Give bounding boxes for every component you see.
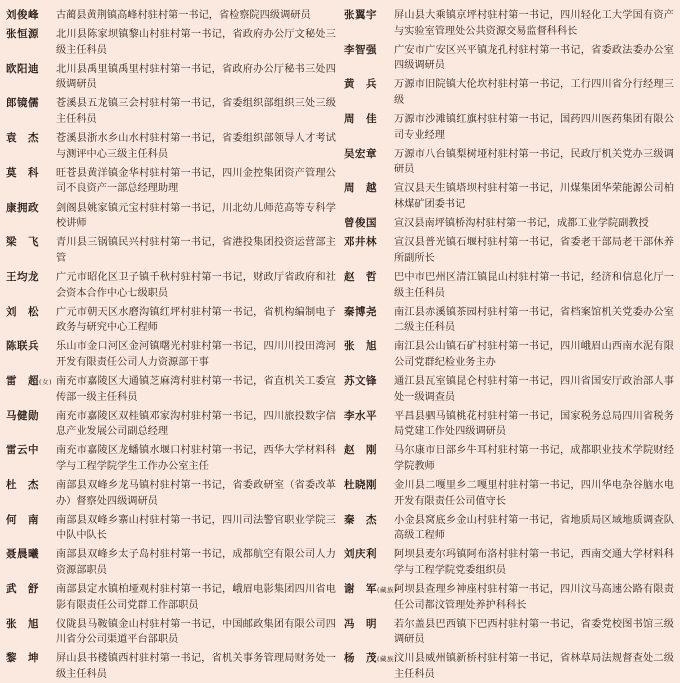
list-item [6, 513, 336, 544]
person-name-text: 冯 明 [344, 617, 377, 630]
person-name [6, 27, 56, 58]
list-item [6, 235, 336, 266]
person-name [344, 235, 394, 266]
person-position: 广安市广安区兴平镇龙孔村驻村第一书记，省委政法委办公室四级调研员 [394, 44, 674, 72]
person-name [6, 339, 56, 370]
person-name [6, 131, 56, 162]
person-name-text: 曾俊国 [344, 217, 377, 230]
person-name [344, 305, 394, 336]
person-name-text: 黄 兵 [344, 78, 377, 91]
person-name [6, 374, 56, 405]
person-name [344, 77, 394, 108]
list-item [6, 96, 336, 127]
list-item [6, 305, 336, 336]
ethnicity-note: (女) [39, 377, 53, 386]
person-position: 万源市旧院镇大伦坎村驻村第一书记，工行四川省分行经理三级 [394, 79, 674, 106]
person-name-text: 聂晨曦 [6, 548, 39, 561]
person-name-text: 张翼宇 [344, 9, 377, 21]
person-name-text: 雷云中 [6, 444, 39, 457]
person-position: 汶川县威州镇新桥村驻村第一书记，省林草局法规督查处二级主任科员 [394, 653, 674, 681]
list-item [6, 166, 336, 197]
person-name-text: 秦 杰 [344, 513, 377, 526]
person-name [344, 651, 398, 682]
person-name [6, 617, 56, 648]
person-name-text: 何 南 [6, 513, 39, 526]
person-name-text: 李智强 [344, 43, 377, 56]
person-position: 万源市沙滩镇红旗村驻村第一书记，国药四川医药集团有限公司专业经理 [394, 114, 674, 141]
person-position: 剑阁县姚家镇元宝村驻村第一书记，川北幼儿师范高等专科学校讲师 [56, 202, 336, 230]
list-item [6, 201, 336, 232]
person-name-text: 苏文锋 [344, 374, 377, 387]
person-name-text: 武 舒 [6, 583, 39, 596]
person-position: 南江县公山镇石矿村驻村第一书记，四川峨眉山西南水泥有限公司党群纪检业务主办 [394, 341, 674, 368]
person-position: 苍溪县浙水乡山水村驻村第一书记，省委组织部领导人才考试与测评中心三级主任科员 [56, 133, 336, 160]
list-item [344, 305, 674, 336]
person-name-text: 刘俊峰 [6, 9, 39, 21]
person-name [344, 43, 394, 74]
list-item [344, 409, 674, 440]
list-item [344, 582, 674, 613]
person-position: 金川县二嘎里乡二嘎里村驻村第一书记，四川华电杂谷脑水电开发有限责任公司值守长 [394, 480, 674, 507]
ethnicity-note: (藏族) [377, 586, 398, 595]
person-name-text: 吴宏章 [344, 147, 377, 160]
person-name [6, 651, 56, 682]
person-name [344, 547, 394, 578]
person-name-text: 梁 飞 [6, 236, 39, 249]
person-name-text: 刘庆利 [344, 548, 377, 561]
person-name [6, 513, 56, 544]
person-name-text: 刘 松 [6, 305, 39, 318]
person-name-text: 周 越 [344, 182, 377, 195]
person-name-text: 杨 茂 [344, 652, 377, 665]
person-name [6, 409, 56, 440]
person-position: 旺苍县黄洋镇金华村驻村第一书记，四川金控集团资产管理公司不良资产一部总经理助理 [56, 167, 336, 195]
person-name-text: 康拥政 [6, 201, 39, 214]
person-name-text: 邓井林 [344, 236, 377, 249]
person-position: 北川县禹里镇禹里村驻村第一书记，省政府办公厅秘书三处四级调研员 [56, 63, 336, 91]
person-name-text: 陈联兵 [6, 340, 39, 353]
person-name [6, 96, 56, 127]
list-item [6, 339, 336, 370]
person-position: 广元市朝天区水磨沟镇红坪村驻村第一书记，省机构编制电子政务与研究中心工程师 [56, 306, 336, 334]
person-position: 若尔盖县巴西镇下巴西村驻村第一书记，省委党校图书馆三级调研员 [394, 618, 674, 646]
list-item [6, 131, 336, 162]
person-name [6, 201, 56, 232]
person-position: 巴中市巴州区清江镇昆山村驻村第一书记，经济和信息化厅一级主任科员 [394, 271, 674, 299]
person-position: 马尔康市日部乡牛耳村驻村第一书记，成都职业技术学院财经学院教师 [394, 445, 674, 472]
list-item [344, 651, 674, 682]
list-item [344, 181, 674, 212]
person-position: 乐山市金口河区金河镇曙光村驻村第一书记，四川川投田湾河开发有限责任公司人力资源部干事 [56, 341, 336, 368]
list-item [344, 112, 674, 143]
person-position: 万源市八台镇梨树垭村驻村第一书记，民政厅机关党办三级调研员 [394, 148, 674, 176]
person-position: 古蔺县黄荆镇高峰村驻村第一书记，省检察院四级调研员 [56, 10, 311, 21]
person-name-text: 杜晓刚 [344, 479, 377, 492]
person-name-text: 马健勋 [6, 409, 39, 422]
person-position: 南江县赤溪镇茶园村驻村第一书记，省档案馆机关党委办公室二级主任科员 [394, 306, 674, 334]
person-name [344, 270, 394, 301]
list-item [344, 339, 674, 370]
list-item [6, 8, 336, 24]
list-item [6, 582, 336, 613]
person-position: 南充市嘉陵区大通镇芝麻湾村驻村第一书记，省直机关工委宣传部一级主任科员 [56, 375, 336, 403]
person-name [344, 181, 394, 212]
person-name-text: 雷 超 [6, 374, 39, 387]
person-position: 南部县定水镇柏垭观村驻村第一书记，峨眉电影集团四川省电影有限责任公司党群工作部职员 [56, 584, 336, 611]
list-item [344, 513, 674, 544]
person-position: 宣汉县天生镇塔坝村驻村第一书记，川煤集团华荣能源公司柏林煤矿团委书记 [394, 183, 674, 211]
person-position: 南充市嘉陵区双桂镇邓家沟村驻村第一书记，四川旅投数字信息产业发展公司副总经理 [56, 410, 336, 438]
left-column [6, 8, 336, 681]
person-name [6, 235, 56, 266]
person-name-text: 张 旭 [344, 340, 377, 353]
person-position: 屏山县书楼镇西村驻村第一书记，省机关事务管理局财务处一级主任科员 [56, 653, 336, 681]
list-item [6, 547, 336, 578]
person-name [344, 409, 394, 440]
person-name [6, 478, 56, 509]
person-name [344, 478, 394, 509]
person-position: 南部县双峰乡寨山村驻村第一书记，四川司法警官职业学院三中队中队长 [56, 514, 336, 542]
person-position: 仪陇县马鞍镇金山村驻村第一书记，中国邮政集团有限公司四川省分公司渠道平台部职员 [56, 618, 336, 646]
person-name [6, 443, 56, 474]
list-item [344, 617, 674, 648]
person-name [344, 112, 394, 143]
person-name [344, 8, 394, 39]
list-item [6, 409, 336, 440]
ethnicity-note: (藏族) [377, 655, 398, 664]
person-name [344, 617, 394, 648]
list-item [344, 547, 674, 578]
list-item [344, 235, 674, 266]
list-item [344, 443, 674, 474]
person-position: 通江县瓦室镇昆仑村驻村第一书记，四川省国安厅政治部人事处一级调查员 [394, 375, 674, 403]
list-item [6, 478, 336, 509]
list-item [344, 43, 674, 74]
person-name-text: 王均龙 [6, 270, 39, 283]
person-name-text: 欧阳迪 [6, 62, 39, 75]
person-position: 阿坝县查理乡神座村驻村第一书记，四川汶马高速公路有限责任公司都汶管理处养护科科长 [394, 584, 674, 611]
person-name-text: 袁 杰 [6, 132, 39, 145]
person-name-text: 郎镜儒 [6, 97, 39, 110]
list-item [6, 443, 336, 474]
right-column [344, 8, 674, 681]
person-name [344, 147, 394, 178]
list-item [6, 374, 336, 405]
person-name [6, 305, 56, 336]
list-item [6, 651, 336, 682]
person-name [344, 582, 398, 613]
list-item [344, 147, 674, 178]
list-item [344, 478, 674, 509]
person-position: 南充市嘉陵区龙蟠镇水堰口村驻村第一书记，西华大学材料科学与工程学院学生工作办公室主任 [56, 445, 336, 472]
person-position: 青川县三锅镇民兴村驻村第一书记，省港投集团投资运营部主管 [56, 237, 336, 264]
list-item [344, 374, 674, 405]
person-position: 屏山县大乘镇京坪村驻村第一书记，四川轻化工大学国有资产与实验室管理处公共资源交易监督科科长 [394, 10, 674, 37]
person-position: 南部县双峰乡太子岛村驻村第一书记，成都航空有限公司人力资源部职员 [56, 549, 336, 576]
person-position: 广元市昭化区卫子镇千秋村驻村第一书记，财政厅省政府和社会资本合作中心七级职员 [56, 271, 336, 299]
person-position: 北川县陈家坝镇黎山村驻村第一书记，省政府办公厅文秘处三级主任科员 [56, 29, 336, 56]
person-position: 小金县窝底乡金山村驻村第一书记，省地质局区域地质调查队高级工程师 [394, 514, 674, 542]
person-position: 阿坝县麦尔玛镇阿布洛村驻村第一书记，西南交通大学材料科学与工程学院党委组织员 [394, 549, 674, 576]
person-name-text: 张 旭 [6, 617, 39, 630]
person-name-text: 李水平 [344, 409, 377, 422]
list-item [6, 270, 336, 301]
person-name-text: 张恒源 [6, 28, 39, 41]
person-position: 宣汉县普光镇石堰村驻村第一书记，省委老干部局老干部休养所副所长 [394, 237, 674, 264]
list-item [344, 8, 674, 39]
person-position: 平昌县驷马镇桃花村驻村第一书记，国家税务总局四川省税务局党建工作处四级调研员 [394, 410, 674, 438]
list-item [344, 216, 674, 232]
list-item [344, 270, 674, 301]
list-item [344, 77, 674, 108]
person-name-text: 周 佳 [344, 113, 377, 126]
person-position: 苍溪县五龙镇三会村驻村第一书记，省委组织部组织三处三级主任科员 [56, 98, 336, 126]
person-name-text: 秦博尧 [344, 305, 377, 318]
list-item [6, 27, 336, 58]
person-name [344, 513, 394, 544]
person-name-text: 赵 哲 [344, 270, 377, 283]
person-position: 宣汉县南坪镇桥沟村驻村第一书记，成都工业学院副教授 [394, 218, 649, 230]
person-name-text: 谢 军 [344, 583, 377, 596]
person-name [6, 270, 56, 301]
person-name [6, 8, 56, 24]
person-name [6, 62, 56, 93]
person-name [344, 443, 394, 474]
list-item [6, 62, 336, 93]
person-name [6, 166, 56, 197]
person-name-text: 莫 科 [6, 166, 39, 179]
person-name [344, 216, 394, 232]
person-name [344, 339, 394, 370]
person-name [6, 582, 56, 613]
person-name-text: 杜 杰 [6, 479, 39, 492]
person-name [344, 374, 394, 405]
list-item [6, 617, 336, 648]
person-name [6, 547, 56, 578]
person-position: 南部县双峰乡龙马镇村驻村第一书记，省委政研室（省委改革办）督察处四级调研员 [56, 480, 336, 507]
person-name-text: 赵 刚 [344, 444, 377, 457]
person-name-text: 黎 坤 [6, 652, 39, 665]
